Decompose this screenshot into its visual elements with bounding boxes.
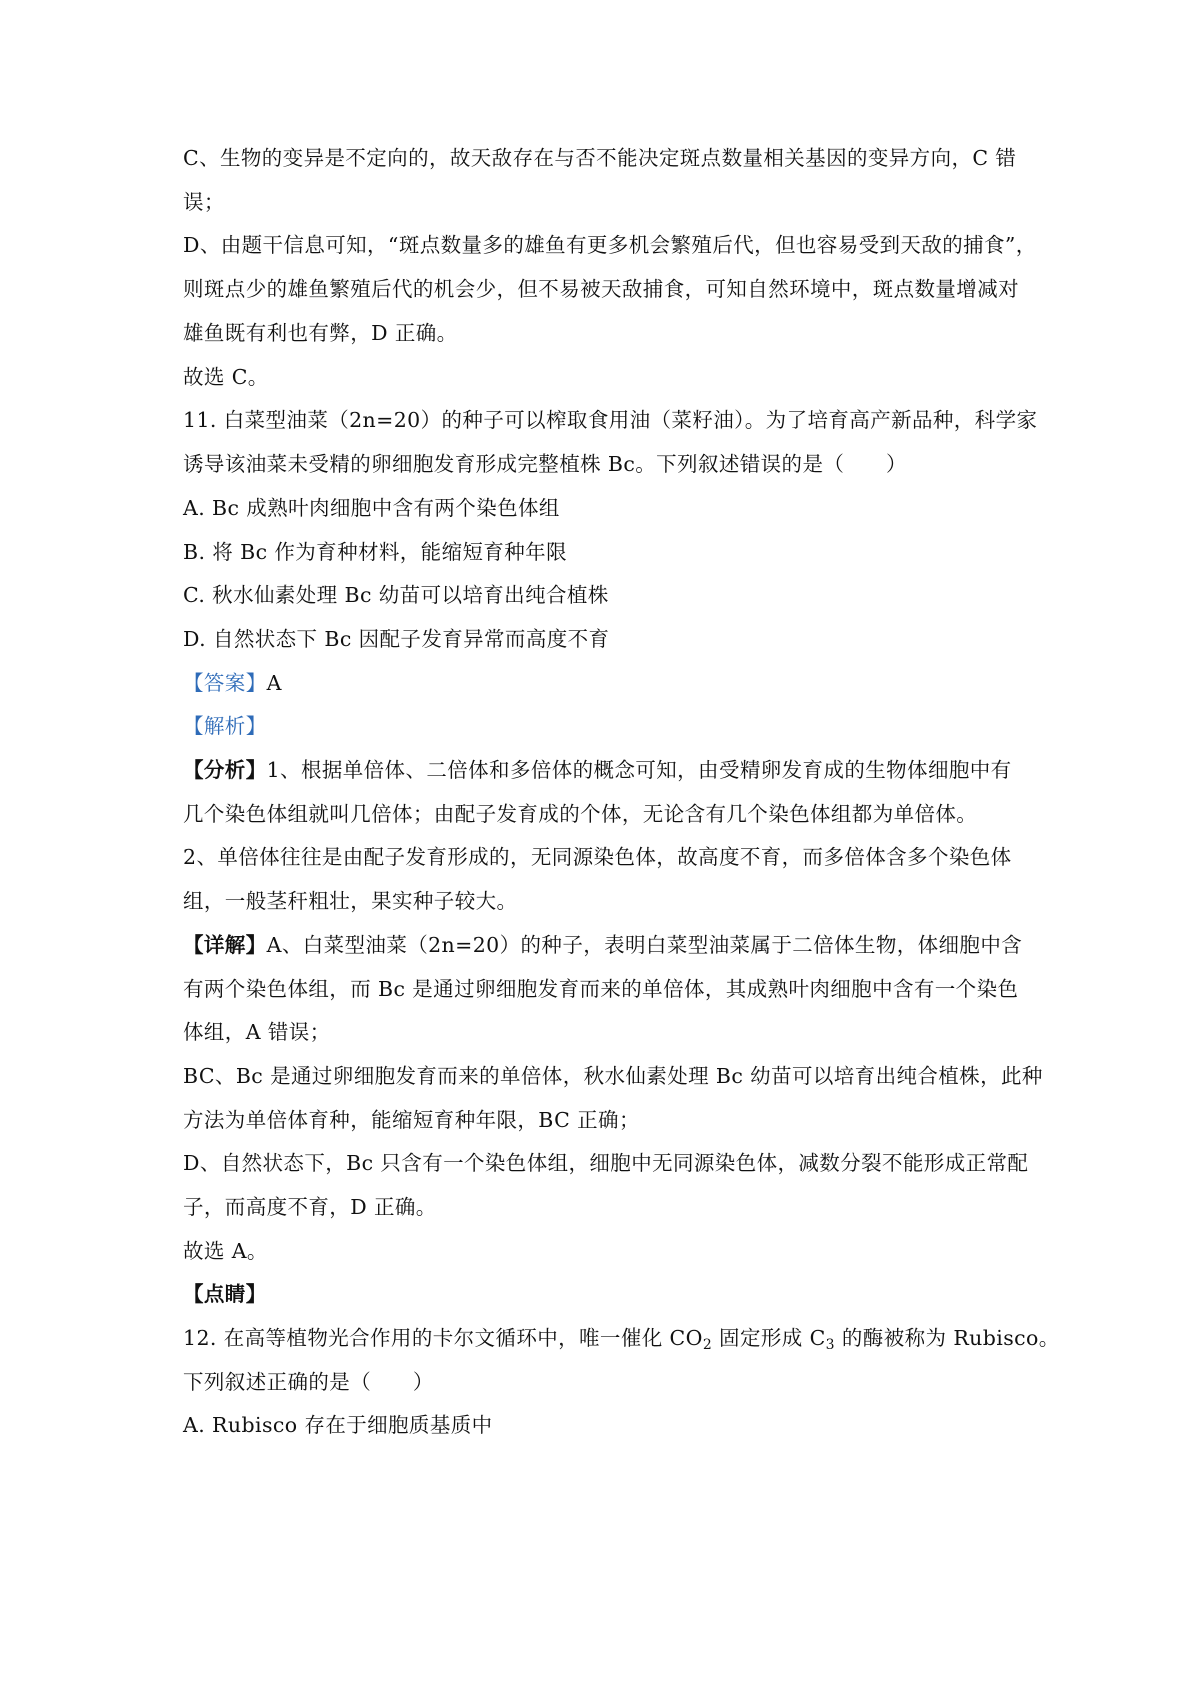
q12-stem-part-a: 12. 在高等植物光合作用的卡尔文循环中，唯一催化 CO bbox=[183, 1326, 703, 1350]
q12-stem-line2: 下列叙述正确的是（ ） bbox=[183, 1370, 434, 1394]
q12-subscript-3: 3 bbox=[825, 1337, 835, 1353]
q12-stem-part-b: 固定形成 C bbox=[712, 1326, 826, 1350]
q11-option-a: A. Bc 成熟叶肉细胞中含有两个染色体组 bbox=[183, 496, 560, 520]
q11-dianjing bbox=[183, 1279, 267, 1309]
q11-answer bbox=[183, 668, 282, 698]
q12-stem-part-c: 的酶被称为 Rubisco。 bbox=[834, 1326, 1060, 1350]
xiangjie-text: A、白菜型油菜（2n=20）的种子，表明白菜型油菜属于二倍体生物，体细胞中含 bbox=[266, 933, 1023, 957]
prev-option-c-line2: 误； bbox=[183, 190, 225, 214]
q12-option-a: A. Rubisco 存在于细胞质基质中 bbox=[183, 1413, 493, 1437]
q11-d-line1: D、自然状态下，Bc 只含有一个染色体组，细胞中无同源染色体，减数分裂不能形成正常配 bbox=[183, 1151, 1029, 1175]
prev-option-d-line3: 雄鱼既有利也有弊，D 正确。 bbox=[183, 321, 458, 345]
xiangjie-tag: 【详解】 bbox=[183, 933, 267, 957]
q11-xiangjie-line2: 有两个染色体组，而 Bc 是通过卵细胞发育而来的单倍体，其成熟叶肉细胞中含有一个染色 bbox=[183, 977, 1019, 1001]
analysis-tag: 【解析】 bbox=[183, 714, 267, 738]
q12-stem-line1 bbox=[183, 1323, 1060, 1360]
prev-option-c-line1: C、生物的变异是不定向的，故天敌存在与否不能决定斑点数量相关基因的变异方向，C 错 bbox=[183, 146, 1017, 170]
fenxi-tag: 【分析】 bbox=[183, 758, 267, 782]
q11-bc-line2: 方法为单倍体育种，能缩短育种年限，BC 正确； bbox=[183, 1108, 640, 1132]
prev-option-d-line1: D、由题干信息可知，“斑点数量多的雄鱼有更多机会繁殖后代，但也容易受到天敌的捕食”， bbox=[183, 233, 1037, 257]
q11-fenxi-line3: 2、单倍体往往是由配子发育形成的，无同源染色体，故高度不育，而多倍体含多个染色体 bbox=[183, 845, 1012, 869]
q11-option-d: D. 自然状态下 Bc 因配子发育异常而高度不育 bbox=[183, 627, 610, 651]
prev-conclusion: 故选 C。 bbox=[183, 365, 269, 389]
q11-bc-line1: BC、Bc 是通过卵细胞发育而来的单倍体，秋水仙素处理 Bc 幼苗可以培育出纯合植株，此种 bbox=[183, 1064, 1043, 1088]
prev-option-d-line2: 则斑点少的雄鱼繁殖后代的机会少，但不易被天敌捕食，可知自然环境中，斑点数量增减对 bbox=[183, 277, 1019, 301]
q11-fenxi-line1 bbox=[183, 755, 1012, 785]
q11-xiangjie-line1 bbox=[183, 930, 1022, 960]
q11-option-b: B. 将 Bc 作为育种材料，能缩短育种年限 bbox=[183, 540, 567, 564]
q11-option-c: C. 秋水仙素处理 Bc 幼苗可以培育出纯合植株 bbox=[183, 583, 609, 607]
answer-tag: 【答案】 bbox=[183, 671, 267, 695]
q11-stem-line1: 11. 白菜型油菜（2n=20）的种子可以榨取食用油（菜籽油）。为了培育高产新品种，科学家 bbox=[183, 408, 1038, 432]
q11-fenxi-line2: 几个染色体组就叫几倍体；由配子发育成的个体，无论含有几个染色体组都为单倍体。 bbox=[183, 802, 978, 826]
q11-d-line2: 子，而高度不育，D 正确。 bbox=[183, 1195, 437, 1219]
answer-value: A bbox=[266, 671, 282, 695]
q11-stem-line2: 诱导该油菜未受精的卵细胞发育形成完整植株 Bc。下列叙述错误的是（ ） bbox=[183, 452, 907, 476]
q11-conclusion: 故选 A。 bbox=[183, 1239, 268, 1263]
q11-analysis-heading bbox=[183, 711, 267, 741]
fenxi-text: 1、根据单倍体、二倍体和多倍体的概念可知，由受精卵发育成的生物体细胞中有 bbox=[266, 758, 1012, 782]
q11-fenxi-line4: 组，一般茎秆粗壮，果实种子较大。 bbox=[183, 889, 518, 913]
q11-xiangjie-line3: 体组，A 错误； bbox=[183, 1020, 331, 1044]
q12-subscript-2: 2 bbox=[702, 1337, 713, 1353]
dianjing-tag: 【点睛】 bbox=[183, 1282, 267, 1306]
